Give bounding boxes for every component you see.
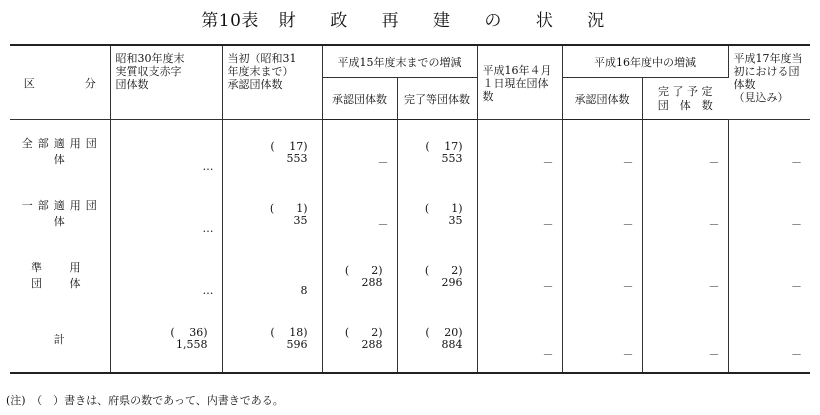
value-cell: －	[708, 218, 720, 231]
footnote: (注) （ ）書きは、府県の数であって、内書きである。	[6, 394, 284, 407]
value-cell: －	[542, 280, 554, 293]
header-h16-current: 平成16年４月 １日現在団体 数	[477, 45, 562, 120]
header-kubun-left: 区	[23, 76, 35, 90]
value-cell: 8	[300, 284, 308, 297]
value-cell: －	[791, 280, 802, 293]
table-row-total	[10, 306, 810, 373]
header-kubun-right: 分	[84, 76, 96, 90]
title-char: 再	[381, 11, 400, 31]
value-cell: 35	[448, 214, 463, 227]
table-number: 第10表	[201, 11, 259, 31]
value-cell: －	[622, 156, 634, 169]
header-kubun	[10, 45, 110, 120]
value-cell: 35	[293, 214, 308, 227]
value-cell-paren: ( 2)	[344, 264, 383, 277]
value-cell-paren: ( 20)	[425, 326, 463, 339]
value-cell-paren: ( 1)	[269, 202, 308, 215]
header-h16-plan: 完 了 予 定 団 体 数	[657, 84, 713, 112]
value-cell: －	[622, 280, 634, 293]
title-char: 政	[330, 11, 348, 31]
value-cell: 553	[286, 152, 308, 165]
value-cell: 596	[286, 338, 308, 351]
header-h15-approved: 承認団体数	[322, 78, 397, 120]
header-h16-group: 平成16年度中の増減	[562, 45, 728, 78]
value-cell-paren: ( 2)	[344, 326, 383, 339]
value-cell: －	[708, 348, 720, 361]
value-cell: 553	[441, 152, 463, 165]
value-cell: －	[622, 348, 634, 361]
value-cell: －	[542, 156, 554, 169]
value-cell-paren: ( 1)	[424, 202, 463, 215]
title-char: 財	[278, 11, 297, 31]
row-label: 全部適用団体	[10, 120, 110, 183]
value-cell: －	[708, 280, 720, 293]
header-showa30: 昭和30年度末 実質収支赤字 団体数	[110, 45, 222, 120]
value-cell: －	[377, 156, 389, 169]
value-cell: －	[791, 156, 802, 169]
table-row	[10, 120, 810, 183]
value-cell: －	[542, 218, 554, 231]
title-char: の	[484, 11, 502, 31]
table-title	[0, 6, 820, 31]
row-label: 計	[10, 306, 110, 373]
row-label: 準 用 団 体	[10, 244, 110, 306]
title-char: 況	[587, 11, 605, 31]
value-cell: 296	[441, 276, 463, 289]
header-h15-completed: 完了等団体数	[397, 78, 477, 120]
header-h16-approved: 承認団体数	[562, 78, 642, 120]
value-cell-paren: ( 2)	[424, 264, 463, 277]
value-cell: 1,558	[176, 338, 208, 351]
value-cell: －	[791, 218, 802, 231]
row-label: 一部適用団体	[10, 182, 110, 244]
value-cell: －	[377, 218, 389, 231]
header-touso: 当初（昭和31 年度末まで） 承認団体数	[222, 45, 322, 120]
value-cell-paren: ( 17)	[270, 140, 308, 153]
value-cell: 288	[361, 276, 383, 289]
value-cell: 884	[441, 338, 463, 351]
value-cell: －	[622, 218, 634, 231]
value-cell: …	[202, 160, 214, 173]
title-char: 建	[433, 11, 451, 31]
data-table	[10, 44, 810, 374]
title-char: 状	[535, 11, 554, 31]
value-cell: －	[708, 156, 720, 169]
value-cell-paren: ( 18)	[270, 326, 308, 339]
value-cell: …	[202, 222, 214, 235]
value-cell-paren: ( 17)	[425, 140, 463, 153]
header-h15-group: 平成15年度末までの増減	[322, 45, 477, 78]
value-cell: －	[791, 348, 802, 361]
header-h17: 平成17年度当 初における団 体数 （見込み）	[728, 45, 810, 120]
table-row	[10, 182, 810, 244]
value-cell-paren: ( 36)	[170, 326, 208, 339]
value-cell: …	[202, 284, 214, 297]
value-cell: －	[542, 348, 554, 361]
table-row	[10, 244, 810, 306]
value-cell: 288	[361, 338, 383, 351]
